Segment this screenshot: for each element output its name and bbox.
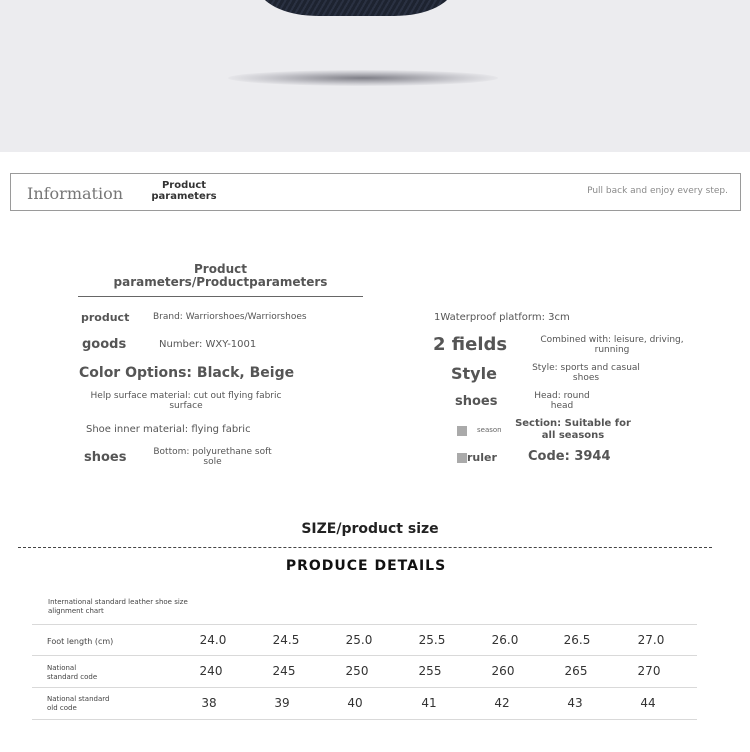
- param-bottom-line1: Bottom: polyurethane soft: [153, 447, 272, 457]
- table-cell: 39: [274, 696, 290, 710]
- size-row-label-line2: standard code: [47, 673, 98, 681]
- table-cell: 26.0: [491, 633, 519, 647]
- params-heading-line2: parameters/Productparameters: [113, 275, 328, 289]
- param-help-surface-line2: surface: [169, 401, 203, 411]
- param-shoes-label: shoes: [84, 450, 127, 465]
- table-cell: 40: [347, 696, 363, 710]
- table-cell: 250: [345, 664, 369, 678]
- param-combined-line1: Combined with: leisure, driving,: [540, 335, 684, 345]
- table-cell: 43: [567, 696, 583, 710]
- table-cell: 24.5: [272, 633, 300, 647]
- table-cell: 255: [418, 664, 442, 678]
- size-table-line: [32, 655, 697, 656]
- size-row-label-line2: old code: [47, 704, 77, 712]
- information-bar: [10, 173, 741, 211]
- size-section-title: SIZE/product size: [301, 521, 439, 537]
- table-cell: 260: [491, 664, 515, 678]
- param-color-options: Color Options: Black, Beige: [79, 365, 295, 381]
- table-cell: 240: [199, 664, 223, 678]
- table-cell: 25.0: [345, 633, 373, 647]
- table-cell: 44: [640, 696, 656, 710]
- product-hero-image: [0, 0, 750, 152]
- size-chart-title: International standard leather shoe size alignment chart: [48, 598, 188, 615]
- table-cell: 26.5: [563, 633, 591, 647]
- params-heading-line1: Product: [194, 262, 247, 276]
- table-cell: 25.5: [418, 633, 446, 647]
- size-row-label-line1: National standard: [47, 695, 110, 703]
- table-cell: 42: [494, 696, 510, 710]
- param-product-label: product: [81, 311, 130, 324]
- size-row-label-old-code: [47, 695, 109, 713]
- param-combined-line2: running: [594, 345, 630, 355]
- table-cell: 265: [564, 664, 588, 678]
- param-help-surface: [88, 391, 284, 411]
- param-style: [526, 363, 646, 383]
- param-bottom: [150, 447, 275, 467]
- param-season-label: season: [477, 426, 502, 434]
- param-ruler-label: ruler: [467, 451, 497, 464]
- information-tagline: Pull back and enjoy every step.: [587, 186, 728, 196]
- information-subtitle-line1: Product: [161, 180, 207, 191]
- information-subtitle-line2: parameters: [151, 191, 217, 202]
- size-row-label-national-code: [47, 664, 97, 682]
- table-cell: 41: [421, 696, 437, 710]
- table-cell: 24.0: [199, 633, 227, 647]
- param-section: [512, 418, 634, 442]
- season-square-icon: [457, 426, 467, 436]
- param-help-surface-line1: Help surface material: cut out flying fabric: [90, 391, 282, 401]
- information-title: Information: [27, 184, 124, 203]
- table-cell: 38: [201, 696, 217, 710]
- params-heading: [78, 263, 363, 289]
- size-row-label-foot-length: [47, 637, 113, 646]
- param-code: Code: 3944: [528, 449, 611, 464]
- param-style-line2: shoes: [572, 373, 600, 383]
- param-style-label: Style: [451, 364, 497, 383]
- param-inner-material: Shoe inner material: flying fabric: [86, 424, 251, 435]
- ruler-square-icon: [457, 453, 467, 463]
- param-right-shoes-label: shoes: [455, 394, 498, 409]
- size-table-line: [32, 624, 697, 625]
- shoe-sole-image: [258, 0, 454, 16]
- param-section-line2: all seasons: [541, 430, 605, 441]
- table-cell: 27.0: [637, 633, 665, 647]
- param-fields: 2 fields: [433, 334, 508, 355]
- table-cell: 245: [272, 664, 296, 678]
- size-row-label-line1: Foot length (cm): [47, 637, 114, 646]
- param-waterproof: 1Waterproof platform: 3cm: [434, 312, 570, 323]
- size-table-line: [32, 687, 697, 688]
- produce-details-title: PRODUCE DETAILS: [285, 558, 447, 574]
- param-goods-label: goods: [82, 337, 127, 352]
- param-head: [522, 391, 602, 411]
- param-head-line1: Head: round: [534, 391, 590, 401]
- param-bottom-line2: sole: [203, 457, 222, 467]
- params-divider: [78, 296, 363, 297]
- size-table-line: [32, 719, 697, 720]
- param-style-line1: Style: sports and casual: [532, 363, 640, 373]
- size-dashed-divider: [18, 547, 712, 548]
- information-subtitle: [149, 180, 219, 202]
- shoe-shadow: [228, 70, 498, 86]
- size-row-label-line1: National: [47, 664, 77, 672]
- param-head-line2: head: [550, 401, 574, 411]
- param-brand: Brand: Warriorshoes/Warriorshoes: [153, 312, 307, 322]
- param-section-line1: Section: Suitable for: [515, 418, 631, 429]
- param-number: Number: WXY-1001: [159, 339, 257, 350]
- table-cell: 270: [637, 664, 661, 678]
- param-combined: [532, 335, 692, 355]
